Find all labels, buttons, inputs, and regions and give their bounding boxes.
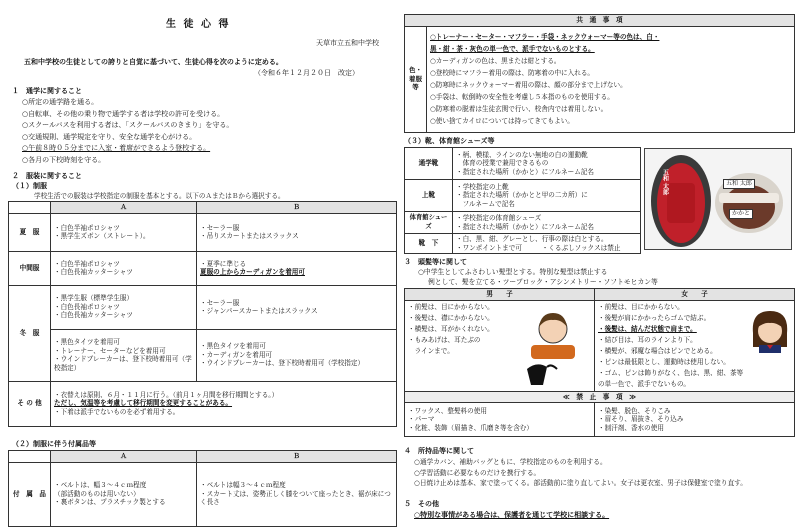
uniform-table <box>8 201 397 427</box>
school-shoes-label: 通学靴 <box>405 148 453 180</box>
column-b-header: Ｂ <box>197 202 397 214</box>
accessories-subheading: （２）制服に伴う付属品等 <box>12 440 96 448</box>
shoe-illustration <box>645 149 792 250</box>
indoor-shoes-cell <box>453 180 641 212</box>
list-item: ・後髪が肩にかかったらゴムで結ぶ。 <box>598 313 711 322</box>
list-item: ・前髪は、目にかからない。 <box>408 302 494 311</box>
winter-a-extra-cell <box>51 329 197 381</box>
list-item: ○カーディガンの色は、黒または紺とする。 <box>430 57 561 66</box>
cell-line: ・夏季に準じる <box>200 259 247 268</box>
mid-a-cell <box>51 251 197 285</box>
cell-line: ・黒色タイツを着用可 <box>200 342 266 351</box>
cell-line: ・白色半袖ポロシャツ <box>54 259 120 268</box>
list-item: ・横髪が、邪魔な場合はピンでとめる。 <box>598 346 717 355</box>
row-label-winter: 冬 服 <box>9 285 51 381</box>
hair-heading: ３ 頭髪等に関して <box>404 258 467 266</box>
list-item: ・眉そり、眉抜き、そり込み <box>598 415 684 424</box>
shoe-photo <box>644 148 792 250</box>
belongings-heading: ４ 所持品等に関して <box>404 447 474 455</box>
cell-line: ・指定された場所（かかと）にフルネーム記名 <box>456 167 595 176</box>
common-items-cell <box>427 26 795 132</box>
summer-b-cell <box>197 213 397 251</box>
cell-line: ただし、気温等を考慮して移行期間を変更することがある。 <box>54 399 233 408</box>
winter-a-cell <box>51 285 197 329</box>
accessories-a-cell <box>51 462 197 526</box>
cell-line: ・白、黒、紺、グレーとし、行事の際は白とする。 <box>456 235 608 243</box>
cell-line: ・学校指定の体育館シューズ <box>456 213 542 222</box>
gym-shoes-cell <box>453 212 641 234</box>
accessories-label: 付 属 品 <box>9 462 51 526</box>
cell-line: ・白色半袖ポロシャツ <box>54 223 120 232</box>
list-item: ・もみあげは、耳たぶの <box>408 335 481 344</box>
row-label-summer: 夏 服 <box>9 213 51 251</box>
list-item: ○自転車、その他の乗り物で通学する者は学校の許可を受ける。 <box>22 109 225 118</box>
cell-line: ・指定された場所（かかと）にフルネーム記名 <box>456 222 595 231</box>
revised-date: （令和６年１２月２０日 改定） <box>254 69 359 77</box>
list-item: ○日焼け止めは基本、家で塗ってくる。部活動前に塗り直してよい。女子は更衣室、男子は保健室で塗り直す。 <box>414 479 747 487</box>
cell-line: フルネームで記名 <box>456 199 515 208</box>
list-item: ○所定の通学路を通る。 <box>22 98 99 106</box>
cell-line: ・黒学生ズボン（ストレート）。 <box>54 232 150 241</box>
cell-line: ・セーラー服 <box>200 223 240 232</box>
heel-label: かかと <box>729 209 753 219</box>
cell-line: ・セーラー服 <box>200 298 240 307</box>
cell-line: ・学校指定の上靴 <box>456 182 509 191</box>
list-item: ○学習活動に必要なものだけを携行する。 <box>414 468 541 477</box>
cell-line: ・下着は派手でないものを必ず着用する。 <box>54 407 180 416</box>
other-cell <box>51 381 397 426</box>
cell-line: ・ベルトは幅３～４ｃｍ程度 <box>200 481 286 490</box>
summer-a-cell <box>51 213 197 251</box>
ban-header: ≪ 禁 止 事 項 ≫ <box>405 391 795 403</box>
corner-cell <box>9 451 51 463</box>
winter-b-extra-cell <box>197 329 397 381</box>
column-a-header: Ａ <box>51 451 197 463</box>
accessories-b-cell <box>197 462 397 526</box>
row-label-midseason: 中間服 <box>9 251 51 285</box>
ban-left-cell <box>405 403 595 437</box>
cell-line: ・ウインドブレーカーは、登下校時着用可（学校指定） <box>200 359 365 368</box>
socks-label: 靴 下 <box>405 234 453 254</box>
list-item: ○手袋は、転倒時の安全性を考慮し５本指のものを使用する。 <box>430 93 614 102</box>
cell-line: ・指定された場所（かかとと甲の二カ所）に <box>456 191 588 200</box>
list-item: ・ワックス、整髪料の使用 <box>408 406 487 415</box>
list-item: ○通学カバン、補助バッグともに、学校指定のものを利用する。 <box>414 458 607 466</box>
cell-line: ・柄、模様、ラインのない無地の白の運動靴 <box>456 150 588 159</box>
boys-cell <box>405 300 595 391</box>
commute-heading: １ 通学に関すること <box>12 87 82 95</box>
socks-cell <box>453 234 641 254</box>
cell-line: （部活動のものは用いない） <box>54 489 140 498</box>
preamble: 五和中学校の生徒としての誇りと自覚に基づいて、生徒心得を次のように定める。 <box>24 58 283 66</box>
girls-cell <box>595 300 795 391</box>
column-b-header: Ｂ <box>197 451 397 463</box>
cell-line: ・白色長袖カッターシャツ <box>54 311 133 320</box>
cell-line: ・ジャンパースカートまたはスラックス <box>200 307 318 316</box>
common-rules-table <box>404 14 795 133</box>
winter-b-cell <box>197 285 397 329</box>
cell-line: ・黒学生服（標準学生服） <box>54 294 134 303</box>
school-name: 天草市立五和中学校 <box>316 39 379 47</box>
uniform-note: 学校生活での服装は学校指定の制服を基本とする。以下のＡまたはＢから選択する。 <box>34 192 285 200</box>
list-item: ○登校時にマフラー着用の際は、防寒着の中に入れる。 <box>430 69 595 78</box>
common-header: 共 通 事 項 <box>405 15 795 27</box>
hair-rule: ○中学生としてふさわしい髪型とする。特別な髪型は禁止する <box>418 268 608 276</box>
list-item: ○トレーナー・セーター・マフラー・手袋・ネックウォーマー等の色は、白・ <box>430 33 660 42</box>
cell-line: ・衣替えは原則、６月・１１月に行う。（前月１ヶ月間を移行期間とする。） <box>54 390 279 399</box>
indoor-shoes-label: 上靴 <box>405 180 453 212</box>
cell-line: ・裏ボタンは、プラスチック製とする <box>54 498 166 507</box>
list-item: 黒・紺・茶・灰色の単一色で、派手でないものとする。 <box>430 45 595 54</box>
other-heading: ５ その他 <box>404 500 439 508</box>
common-label: 色・着服等 <box>405 26 427 132</box>
list-item: ○使い捨てカイロについては持ってきてもよい。 <box>430 117 574 126</box>
shoes-table <box>404 147 641 254</box>
list-item: ・結び目は、耳のラインより下。 <box>598 335 697 344</box>
cell-line: ・ベルトは、幅３～４ｃｍ程度 <box>54 481 147 490</box>
ban-right-cell <box>595 403 795 437</box>
cell-line: ・白色長袖ポロシャツ <box>54 302 120 311</box>
list-item: ○交通規則、通学規定を守り、安全な通学を心がける。 <box>22 132 197 141</box>
cell-line: ・トレーナー、セーターなどを着用可 <box>54 346 166 355</box>
list-item: ○防寒着の脱着は生徒玄関で行い、校舎内では着用しない。 <box>430 105 608 114</box>
list-item: ・ゴム、ピンは飾りがなく、色は、黒、紺、茶等の単一色で、派手でないもの。 <box>598 368 744 388</box>
shoe-name-label: 五和 太郎 <box>661 169 669 196</box>
list-item: ○スクールバスを利用する者は、「スクールバスのきまり」を守る。 <box>22 121 234 129</box>
accessories-table <box>8 450 397 527</box>
boy-illustration <box>517 307 589 387</box>
girls-header: 女 子 <box>595 289 795 301</box>
list-item: ・横髪は、耳がかくれない。 <box>408 324 494 333</box>
cell-line: ・吊りスカートまたはスラックス <box>200 232 299 241</box>
list-item: ラインまで。 <box>408 346 454 355</box>
list-item: ・前髪は、目にかからない。 <box>598 302 684 311</box>
clothing-heading: ２ 服装に関すること <box>12 172 82 180</box>
list-item: ・後髪は、襟にかからない。 <box>408 313 494 322</box>
girl-illustration <box>747 307 793 353</box>
cell-line: ・ウインドブレーカーは、登下校時着用可（学校指定） <box>54 355 192 372</box>
cell-line: ・白色長袖カッターシャツ <box>54 268 133 277</box>
list-item: ・制汗剤、香水の使用 <box>598 423 664 432</box>
list-item: ○各月の下校時刻を守る。 <box>22 155 106 164</box>
cell-line: ・ワンポイントまで可 ・くるぶしソックスは禁止 <box>456 243 621 252</box>
shoe-name-tag: 五和 太郎 <box>723 179 755 189</box>
corner-cell <box>9 202 51 214</box>
list-item: ○午前８時０５分までに入室・着席ができるよう登校する。 <box>22 144 211 152</box>
other-item: ○特別な事情がある場合は、保護者を通じて学校に相談する。 <box>414 511 610 519</box>
page-title: 生 徒 心 得 <box>166 19 231 30</box>
boys-header: 男 子 <box>405 289 595 301</box>
shoes-heading: （３）靴、体育館シューズ等 <box>404 137 495 145</box>
belongings-list <box>414 457 794 489</box>
list-item: ○防寒時にネックウォーマー着用の際は、顔の部分まで上げない。 <box>430 81 627 90</box>
commute-list <box>22 97 233 166</box>
hair-example: 例として、髪を立てる・ツーブロック・アシンメトリー・ソフトモヒカン等 <box>428 278 658 286</box>
column-a-header: Ａ <box>51 202 197 214</box>
cell-line: 体育の授業で兼用できるもの <box>456 159 549 168</box>
uniform-subheading: （１）制服 <box>12 182 47 190</box>
school-shoes-cell <box>453 148 641 180</box>
list-item: ・化粧、装飾（眉描き、爪磨き等を含む） <box>408 423 534 432</box>
list-item: ・染髪、脱色、そりこみ <box>598 406 671 415</box>
cell-line: ・スカート丈は、姿勢正しく膝をついて座ったとき、裾が床につく長さ <box>200 489 391 507</box>
cell-line: ・カーディガンを着用可 <box>200 350 273 359</box>
cell-line: ・黒色タイツを着用可 <box>54 337 120 346</box>
gym-shoes-label: 体育館シューズ <box>405 212 453 234</box>
cell-line: 夏服の上からカーディガンを着用可 <box>200 268 305 277</box>
list-item: ・後髪は、結んだ状態で肩まで。 <box>598 324 697 333</box>
hair-table <box>404 288 795 437</box>
row-label-other: そ の 他 <box>9 381 51 426</box>
list-item: ・パーマ <box>408 415 435 424</box>
mid-b-cell <box>197 251 397 285</box>
list-item: ・ピンは最低限とし、運動時は使用しない。 <box>598 357 730 366</box>
